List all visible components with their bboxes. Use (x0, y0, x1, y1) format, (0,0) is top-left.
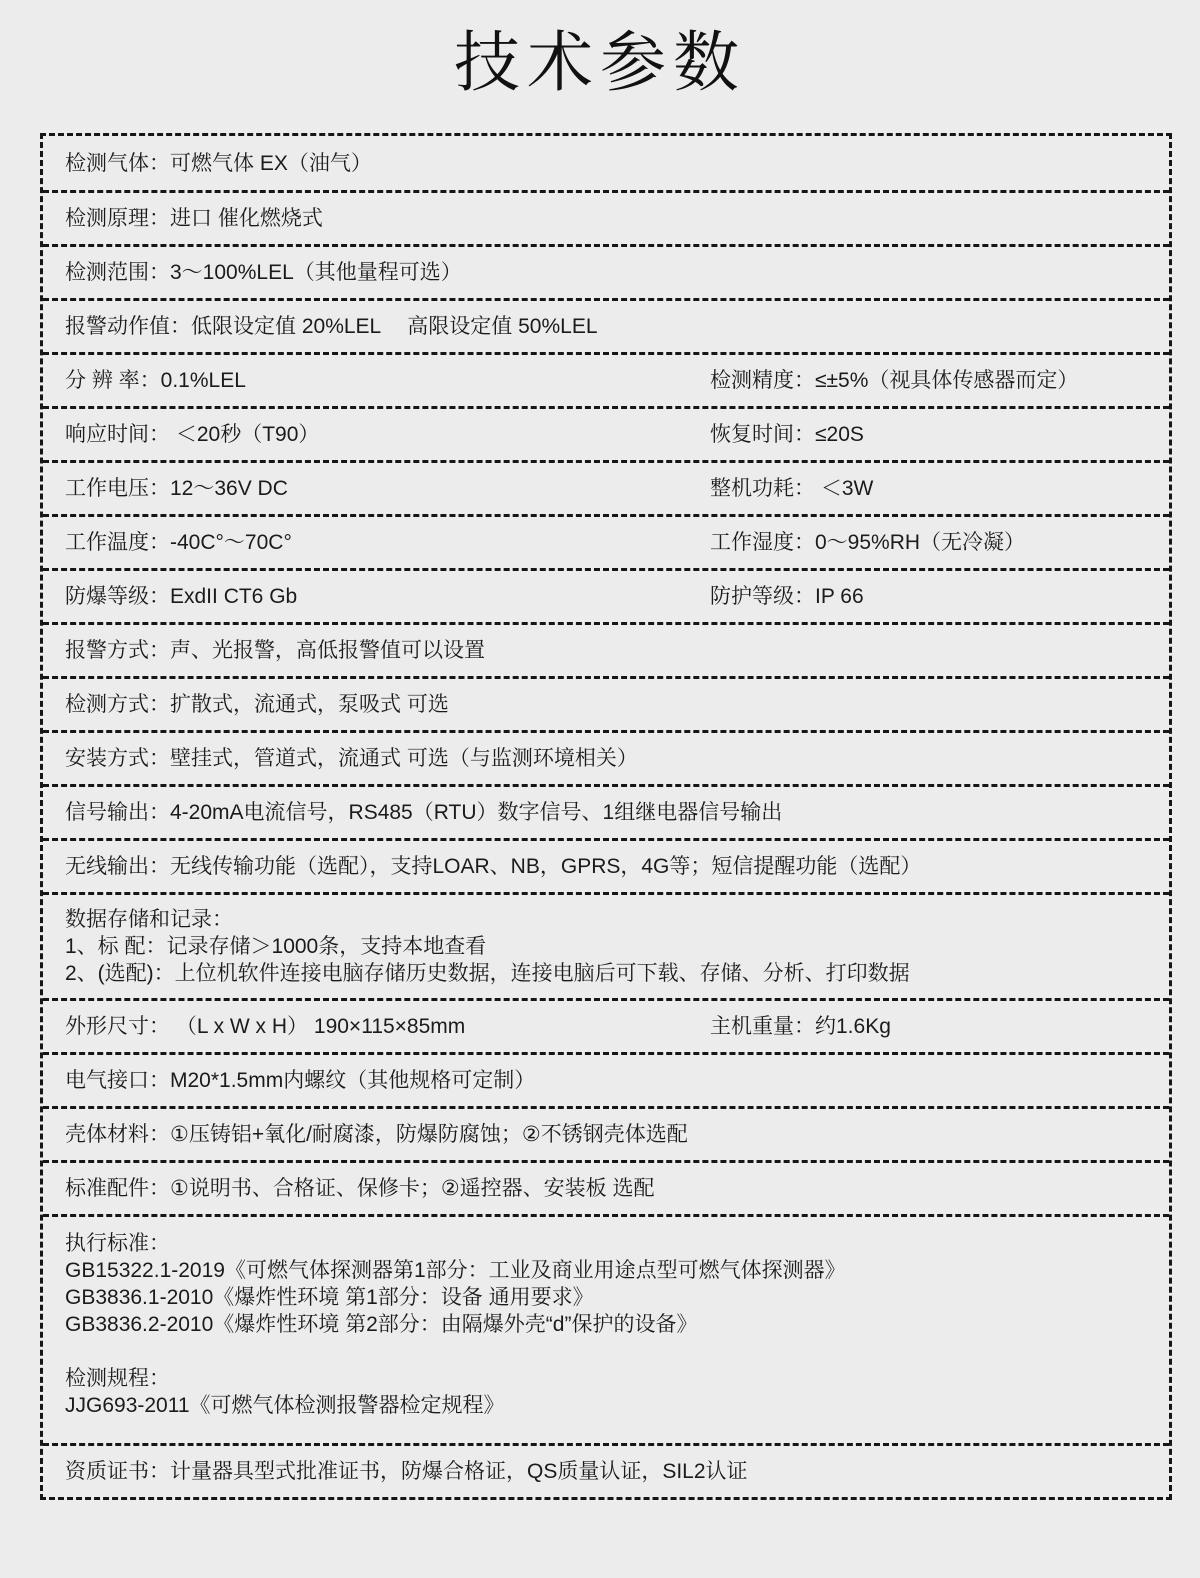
spec-cell (65, 906, 1151, 987)
spec-row (43, 784, 1169, 838)
spec-cell (710, 529, 1151, 556)
spec-row (43, 838, 1169, 892)
spec-text: 信号输出：4-20mA电流信号，RS485（RTU）数字信号、1组继电器信号输出 (65, 801, 783, 824)
spec-text: GB3836.1-2010《爆炸性环境 第1部分：设备 通用要求》 (65, 1286, 594, 1309)
spec-text: GB3836.2-2010《爆炸性环境 第2部分：由隔爆外壳“d”保护的设备》 (65, 1313, 698, 1336)
spec-row (43, 298, 1169, 352)
spec-row (43, 136, 1169, 190)
spec-row (43, 892, 1169, 998)
spec-cell (65, 259, 462, 286)
spec-text: 电气接口：M20*1.5mm内螺纹（其他规格可定制） (65, 1069, 536, 1092)
spec-text: 1、标 配：记录存储＞1000条，支持本地查看 (65, 935, 487, 958)
spec-row (43, 1106, 1169, 1160)
spec-text: 主机重量：约1.6Kg (710, 1015, 891, 1038)
spec-text: 工作温度：-40C°～70C° (65, 531, 292, 554)
spec-text: 报警动作值：低限设定值 20%LEL 高限设定值 50%LEL (65, 315, 598, 338)
spec-cell (65, 1175, 655, 1202)
spec-text: GB15322.1-2019《可燃气体探测器第1部分：工业及商业用途点型可燃气体探测器》 (65, 1259, 846, 1282)
spec-text: 标准配件：①说明书、合格证、保修卡；②遥控器、安装板 选配 (65, 1177, 655, 1200)
spec-cell (65, 1230, 1151, 1419)
spec-text: 数据存储和记录： (65, 908, 233, 931)
spec-cell (65, 745, 638, 772)
spec-text: 检测原理：进口 催化燃烧式 (65, 207, 323, 230)
spec-text: 安装方式：壁挂式，管道式，流通式 可选（与监测环境相关） (65, 747, 638, 770)
spec-cell (65, 367, 710, 394)
spec-cell (65, 205, 323, 232)
spec-cell (710, 367, 1151, 394)
spec-row (43, 352, 1169, 406)
spec-cell (65, 799, 782, 826)
spec-text: 防爆等级：ExdII CT6 Gb (65, 585, 298, 608)
spec-text: 壳体材料：①压铸铝+氧化/耐腐漆，防爆防腐蚀；②不锈钢壳体选配 (65, 1123, 688, 1146)
spec-cell (65, 691, 449, 718)
spec-row (43, 1214, 1169, 1443)
spec-cell (65, 1013, 710, 1040)
spec-cell (65, 421, 710, 448)
spec-text (65, 1338, 1151, 1365)
spec-cell (710, 475, 1151, 502)
spec-text: 检测精度：≤±5%（视具体传感器而定） (710, 369, 1079, 392)
spec-text: 工作湿度：0～95%RH（无冷凝） (710, 531, 1026, 554)
spec-text: 外形尺寸： （L x W x H） 190×115×85mm (65, 1015, 466, 1038)
spec-text: 检测范围：3～100%LEL（其他量程可选） (65, 261, 462, 284)
spec-text: 无线输出：无线传输功能（选配），支持LOAR、NB，GPRS，4G等；短信提醒功能（选配） (65, 855, 922, 878)
spec-cell (65, 529, 710, 556)
spec-text: 检测规程： (65, 1367, 170, 1390)
spec-text: 资质证书：计量器具型式批准证书，防爆合格证，QS质量认证，SIL2认证 (65, 1460, 748, 1483)
spec-text: 恢复时间：≤20S (710, 423, 864, 446)
spec-row (43, 622, 1169, 676)
spec-text: 防护等级：IP 66 (710, 585, 864, 608)
spec-text: 响应时间： ＜20秒（T90） (65, 423, 320, 446)
spec-cell (710, 1013, 1151, 1040)
spec-cell (710, 583, 1151, 610)
spec-row (43, 676, 1169, 730)
spec-cell (65, 583, 710, 610)
spec-row (43, 190, 1169, 244)
spec-cell (710, 421, 1151, 448)
spec-text: 工作电压：12～36V DC (65, 477, 288, 500)
spec-row (43, 244, 1169, 298)
spec-cell (65, 1121, 688, 1148)
spec-row (43, 514, 1169, 568)
page-title: 技术参数 (454, 25, 746, 99)
spec-row (43, 568, 1169, 622)
spec-cell (65, 637, 485, 664)
spec-text: 检测方式：扩散式，流通式，泵吸式 可选 (65, 693, 449, 716)
spec-row (43, 406, 1169, 460)
spec-cell (65, 1458, 748, 1485)
spec-row (43, 1160, 1169, 1214)
spec-row (43, 460, 1169, 514)
spec-text: 执行标准： (65, 1232, 170, 1255)
spec-row (43, 998, 1169, 1052)
spec-cell (65, 853, 921, 880)
spec-text: JJG693-2011《可燃气体检测报警器检定规程》 (65, 1394, 505, 1417)
spec-cell (65, 1067, 535, 1094)
spec-cell (65, 150, 372, 177)
spec-text: 2、(选配)：上位机软件连接电脑存储历史数据，连接电脑后可下载、存储、分析、打印数据 (65, 962, 910, 985)
spec-cell (65, 475, 710, 502)
spec-row (43, 1052, 1169, 1106)
spec-row (43, 1443, 1169, 1497)
spec-text: 报警方式：声、光报警，高低报警值可以设置 (65, 639, 485, 662)
spec-cell (65, 313, 598, 340)
spec-text: 检测气体：可燃气体 EX（油气） (65, 151, 372, 175)
spec-row (43, 730, 1169, 784)
spec-table (40, 133, 1172, 1500)
spec-text: 分 辨 率：0.1%LEL (65, 369, 246, 392)
spec-text: 整机功耗： ＜3W (710, 477, 874, 500)
